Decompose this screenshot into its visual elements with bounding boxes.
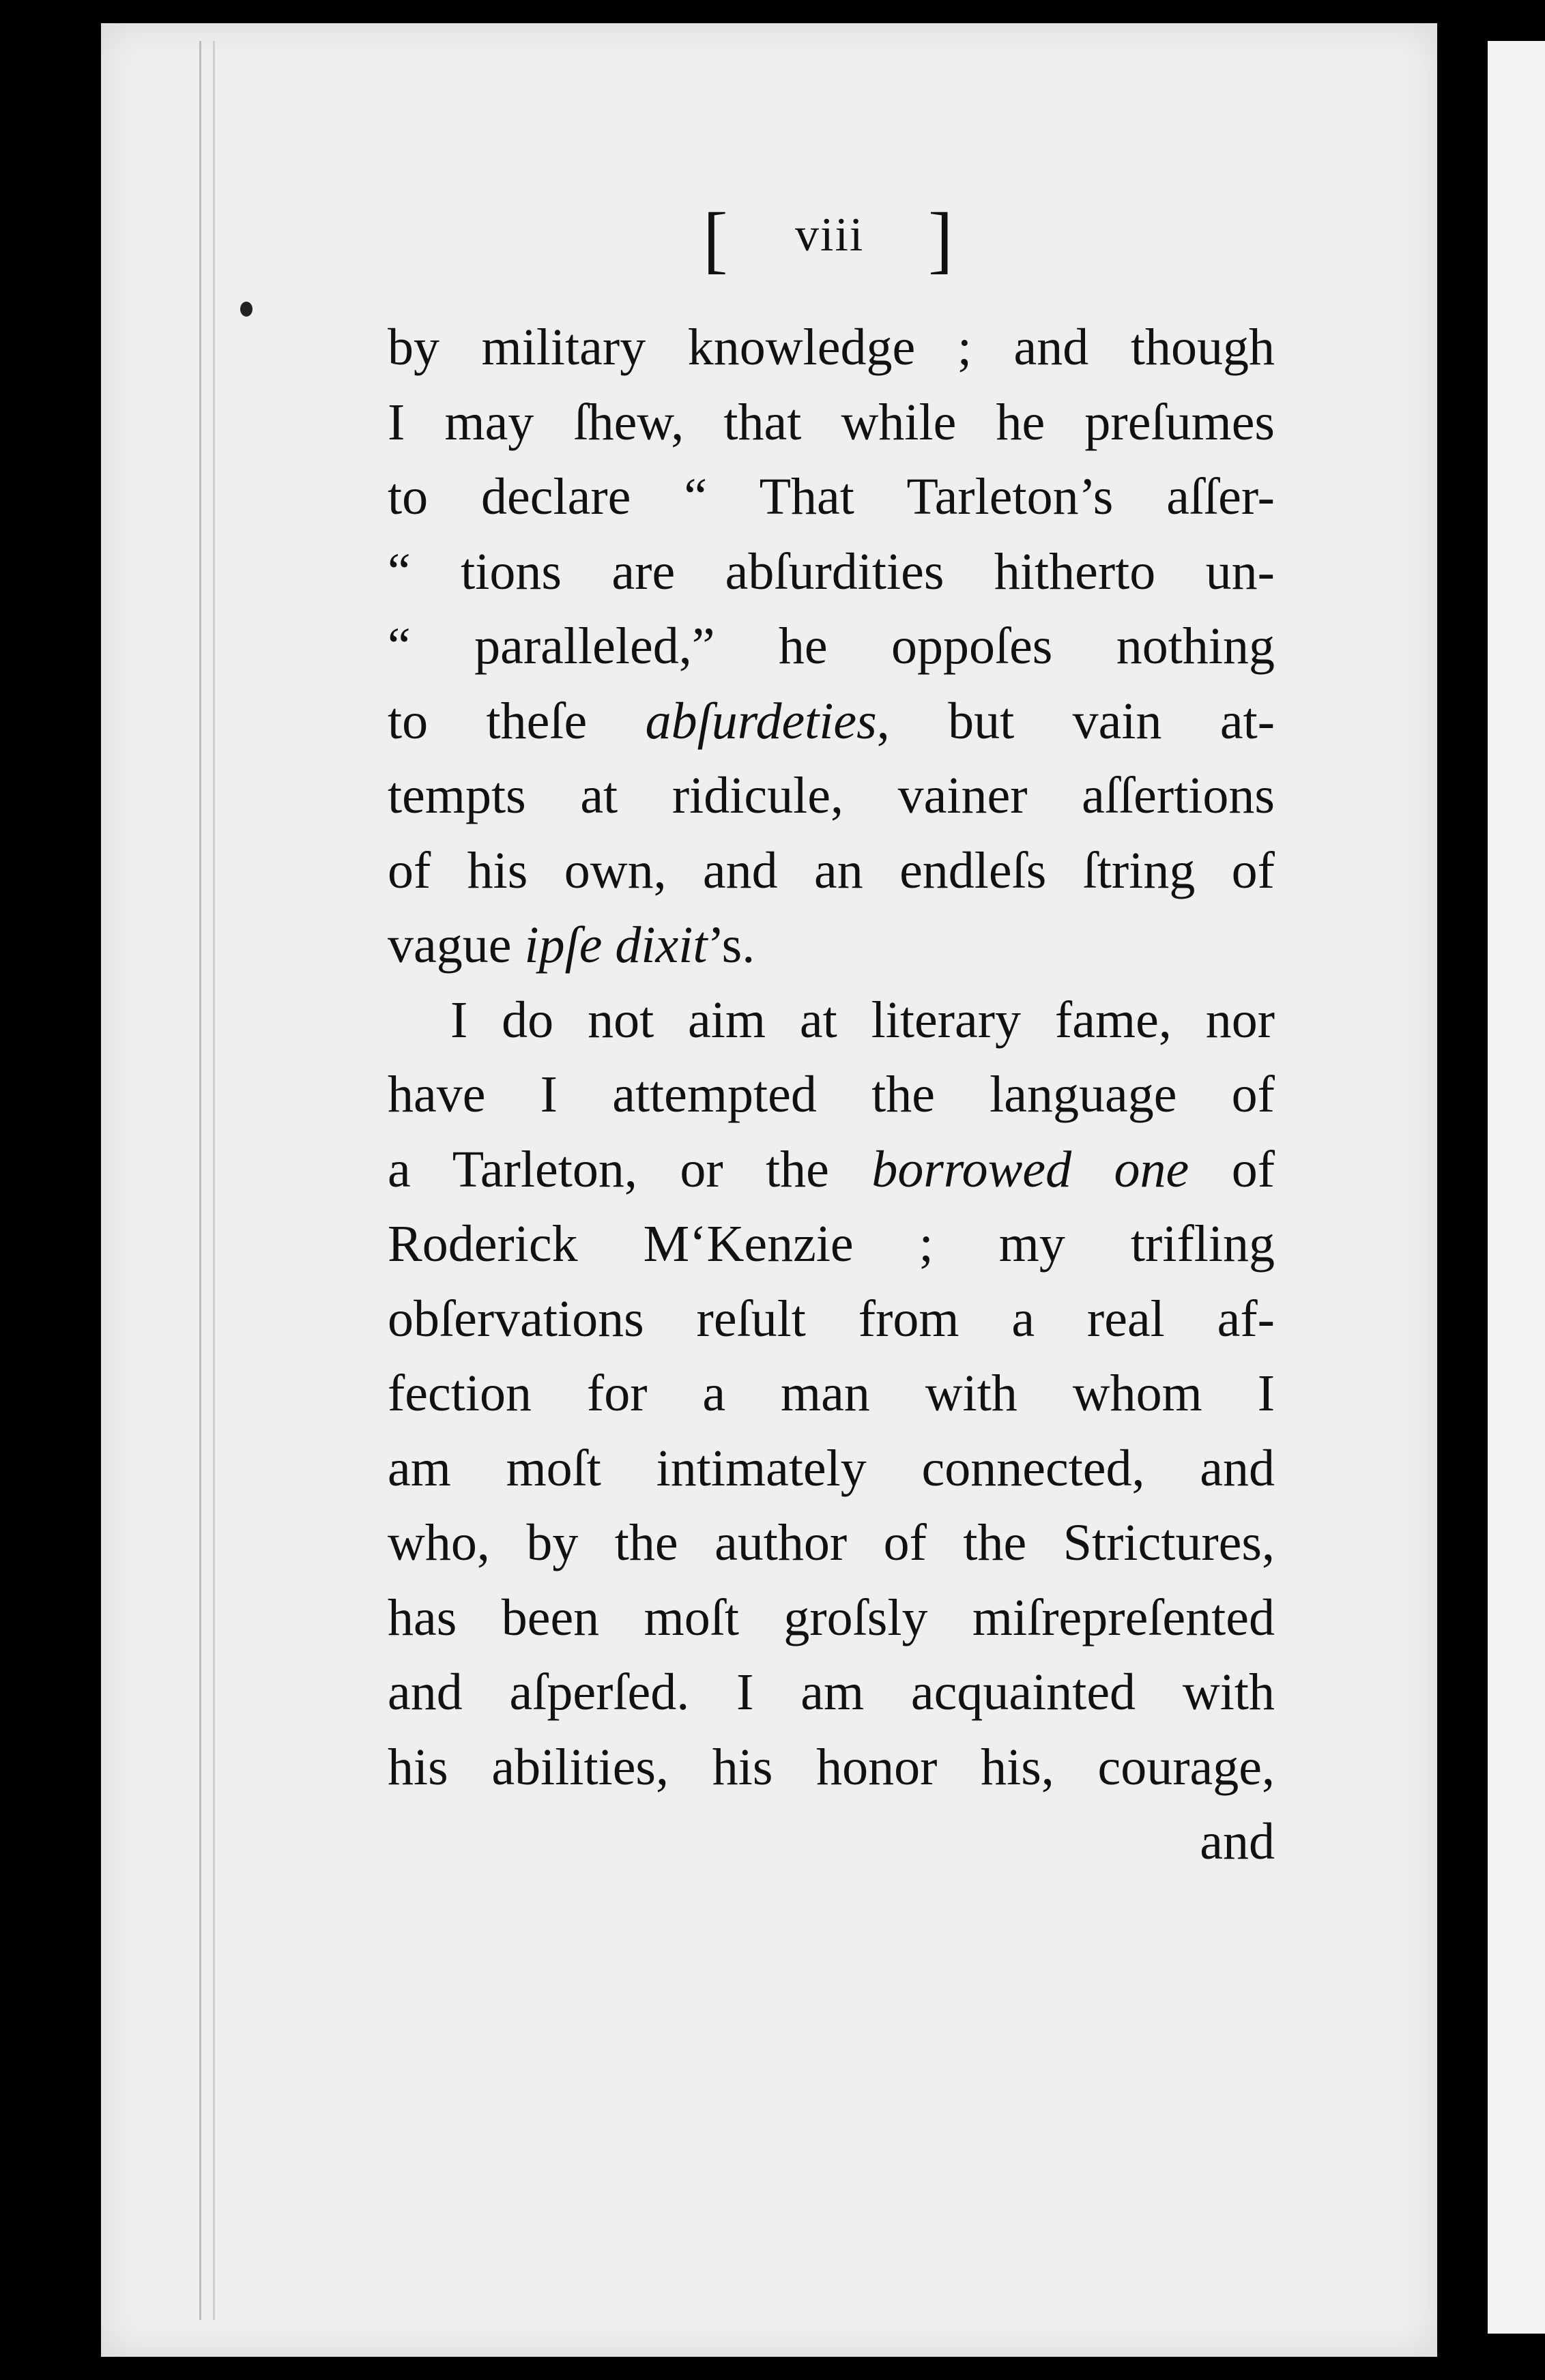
page-fold-line-2 (213, 41, 215, 2320)
text-run: a Tarleton, or the (388, 1140, 872, 1198)
text-line: am moſt intimately connected, and (388, 1439, 1275, 1497)
italic-phrase: borrowed one (871, 1140, 1189, 1198)
text-run: vague (388, 916, 525, 974)
facing-page-edge (1488, 41, 1545, 2334)
text-line: who, by the author of the Strictures, (388, 1514, 1275, 1571)
paragraph-start-line: I do not aim at literary fame, nor (450, 991, 1275, 1049)
text-line (388, 684, 1275, 759)
text-line: and aſperſed. I am acquainted with (388, 1664, 1275, 1721)
text-line: “ tions are abſurdities hitherto un- (388, 542, 1275, 600)
body-text (388, 310, 1275, 1880)
text-run: , but vain at- (876, 692, 1275, 750)
text-line (388, 908, 1275, 983)
text-line: have I attempted the language of (388, 1066, 1275, 1123)
text-line: has been moſt groſsly miſrepreſented (388, 1588, 1275, 1646)
left-bracket: [ (703, 197, 728, 280)
page-number: viii (795, 209, 865, 261)
right-bracket: ] (928, 197, 953, 280)
text-line: fection for a man with whom I (388, 1365, 1275, 1422)
running-header (703, 197, 962, 283)
text-line: to declare “ That Tarleton’s aſſer- (388, 468, 1275, 525)
italic-word: abſurdeties (645, 692, 877, 750)
text-run: of (1189, 1140, 1275, 1198)
page-fold-line (199, 41, 201, 2320)
text-line: tempts at ridicule, vainer aſſertions (388, 767, 1275, 824)
text-line: I may ſhew, that while he preſumes (388, 393, 1275, 451)
text-line: by military knowledge ; and though (388, 319, 1275, 376)
text-run: to theſe (388, 692, 646, 750)
text-line: Roderick M‘Kenzie ; my trifling (388, 1215, 1275, 1273)
text-line (388, 1133, 1275, 1208)
text-line: obſervations reſult from a real af- (388, 1290, 1275, 1348)
text-line: of his own, and an endleſs ſtring of (388, 841, 1275, 899)
text-line: “ paralleled,” he oppoſes nothing (388, 618, 1275, 675)
ink-speck (240, 302, 252, 317)
text-run: ’s. (707, 916, 755, 974)
italic-phrase: ipſe dixit (524, 916, 708, 974)
text-line: his abilities, his honor his, courage, (388, 1738, 1275, 1796)
catchword: and (1200, 1813, 1275, 1870)
